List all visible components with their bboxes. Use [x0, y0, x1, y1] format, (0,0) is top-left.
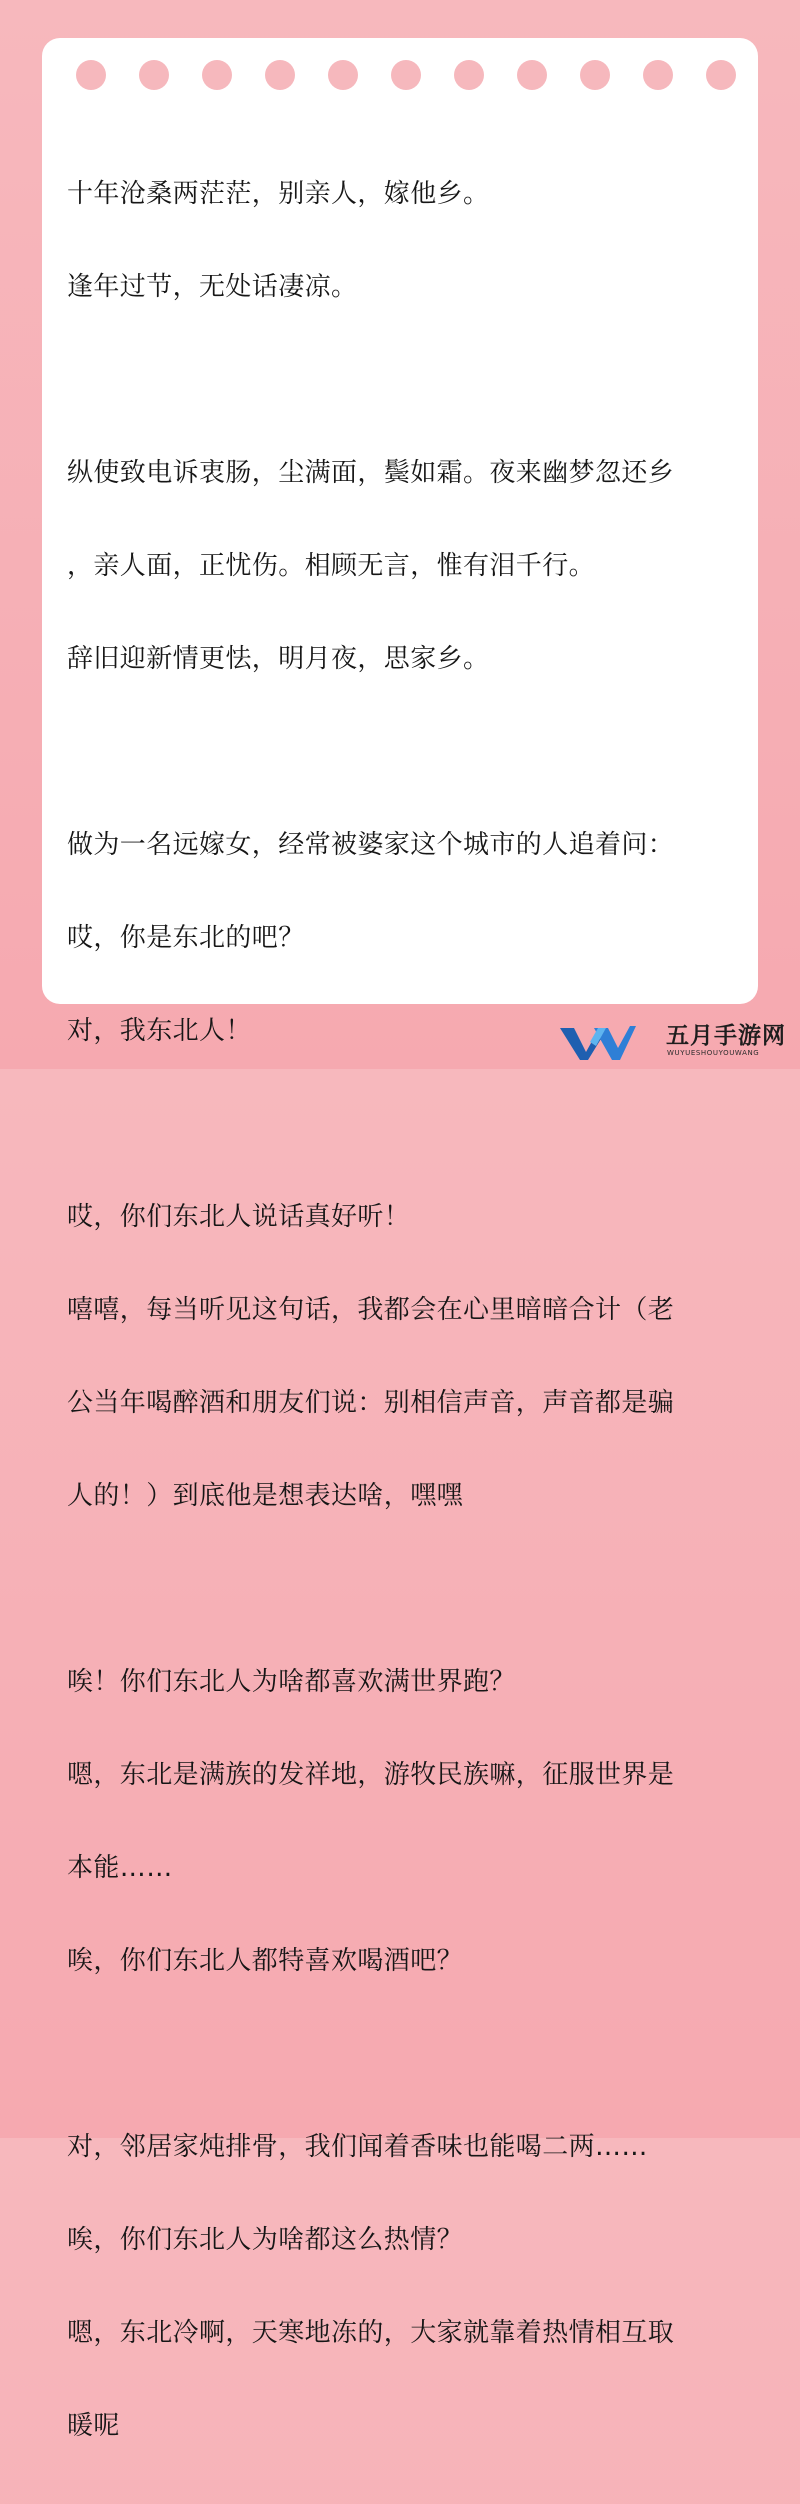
text-line: 嘻嘻，每当听见这句话，我都会在心里暗暗合计（老	[67, 1295, 675, 1325]
decorative-dots-row	[76, 60, 736, 94]
text-line: 嗯，东北冷啊，天寒地冻的，大家就靠着热情相互取	[67, 2318, 675, 2348]
decorative-dot	[643, 60, 673, 90]
text-line: 对，我东北人！	[67, 1016, 252, 1046]
watermark-cn-name: 五月手游网	[666, 1022, 786, 1049]
text-line: 本能……	[67, 1853, 173, 1883]
site-watermark	[556, 1022, 796, 1062]
text-line: 唉！你们东北人为啥都喜欢满世界跑？	[67, 1667, 516, 1697]
decorative-dot	[265, 60, 295, 90]
blank-line	[67, 737, 747, 768]
text-line: 唉，你们东北人为啥都这么热情？	[67, 2225, 464, 2255]
blank-line	[67, 2039, 747, 2070]
text-line: 哎，你们东北人说话真好听！	[67, 1202, 411, 1232]
decorative-dot	[454, 60, 484, 90]
text-line: 哎，你是东北的吧？	[67, 923, 305, 953]
text-line: 逢年过节，无处话凄凉。	[67, 272, 358, 302]
article-text	[67, 117, 747, 2504]
wuyue-logo-icon	[556, 1022, 636, 1062]
text-line: 做为一名远嫁女，经常被婆家这个城市的人追着问：	[67, 830, 675, 860]
text-line: 对，邻居家炖排骨，我们闻着香味也能喝二两……	[67, 2132, 648, 2162]
text-line: 人的！）到底他是想表达啥，嘿嘿	[67, 1481, 464, 1511]
watermark-en-name: WUYUESHOUYOUWANG	[667, 1049, 760, 1057]
decorative-dot	[139, 60, 169, 90]
text-line: 十年沧桑两茫茫，别亲人，嫁他乡。	[67, 179, 490, 209]
decorative-dot	[328, 60, 358, 90]
text-line: 辞旧迎新情更怯，明月夜，思家乡。	[67, 644, 490, 674]
text-line: 唉，你们东北人都特喜欢喝酒吧？	[67, 1946, 464, 1976]
decorative-dot	[202, 60, 232, 90]
decorative-dot	[580, 60, 610, 90]
text-line: 暖呢	[67, 2411, 120, 2441]
text-line: 嗯，东北是满族的发祥地，游牧民族嘛，征服世界是	[67, 1760, 675, 1790]
blank-line	[67, 1109, 747, 1140]
decorative-dot	[391, 60, 421, 90]
decorative-dot	[76, 60, 106, 90]
blank-line	[67, 365, 747, 396]
decorative-dot	[706, 60, 736, 90]
text-line: ，亲人面，正忧伤。相顾无言，惟有泪千行。	[67, 551, 596, 581]
decorative-dot	[517, 60, 547, 90]
text-line: 公当年喝醉酒和朋友们说：别相信声音，声音都是骗	[67, 1388, 675, 1418]
blank-line	[67, 1574, 747, 1605]
text-line: 纵使致电诉衷肠，尘满面，鬓如霜。夜来幽梦忽还乡	[67, 458, 675, 488]
